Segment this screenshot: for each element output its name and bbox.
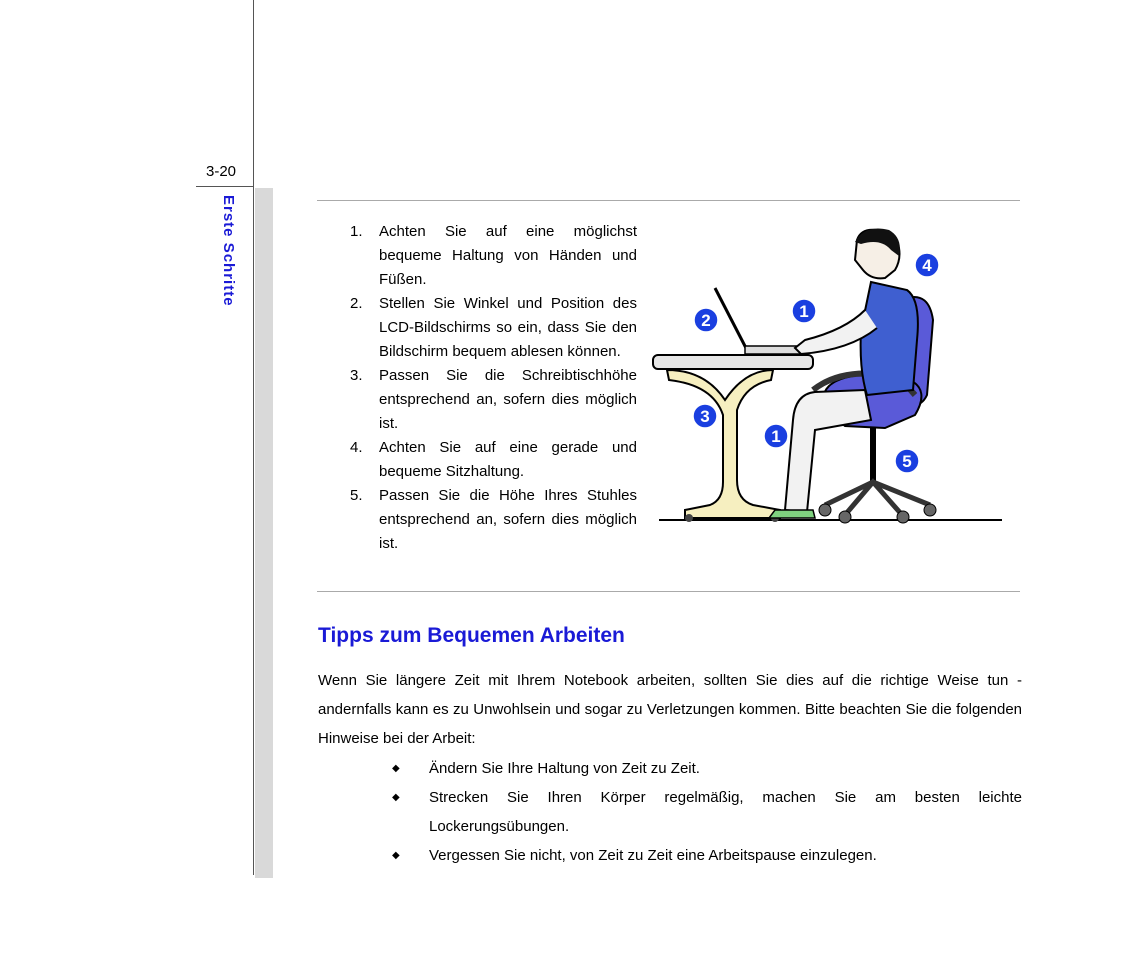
figure-marker bbox=[792, 299, 816, 323]
figure-marker bbox=[915, 253, 939, 277]
figure-marker bbox=[764, 424, 788, 448]
ergonomics-steps-list bbox=[340, 220, 637, 556]
marker-label: 3 bbox=[700, 407, 710, 426]
top-rule bbox=[317, 200, 1020, 201]
figure-marker bbox=[895, 449, 919, 473]
ergonomic-posture-illustration bbox=[645, 220, 1010, 530]
list-item: 4. Achten Sie auf eine gerade und bequeme Sitzhaltung. bbox=[350, 439, 637, 480]
list-item: ◆ Vergessen Sie nicht, von Zeit zu Zeit eine Arbeitspause einzulegen. bbox=[388, 841, 1022, 870]
marker-label: 2 bbox=[701, 311, 711, 330]
list-item: 1. Achten Sie auf eine möglichst bequeme Haltung von Händen und Füßen. bbox=[350, 223, 637, 288]
list-item: 5. Passen Sie die Höhe Ihres Stuhles entsprechend an, sofern dies möglich ist. bbox=[350, 487, 637, 552]
diamond-bullet-icon: ◆ bbox=[392, 850, 400, 861]
diamond-bullet-icon: ◆ bbox=[392, 763, 400, 774]
section-rule bbox=[317, 591, 1020, 592]
figure-marker bbox=[693, 404, 717, 428]
diamond-bullet-icon: ◆ bbox=[392, 792, 400, 803]
list-item: ◆ Ändern Sie Ihre Haltung von Zeit zu Zeit. bbox=[388, 754, 1022, 783]
page-number: 3-20 bbox=[206, 163, 237, 180]
marker-label: 5 bbox=[902, 452, 912, 471]
marker-label: 1 bbox=[799, 302, 809, 321]
sidebar-divider-line bbox=[253, 0, 254, 875]
list-item: 3. Passen Sie die Schreibtischhöhe entsprechend an, sofern dies möglich ist. bbox=[350, 367, 637, 432]
figure-marker bbox=[694, 308, 718, 332]
page-number-rule bbox=[196, 186, 254, 187]
section-heading: Tipps zum Bequemen Arbeiten bbox=[318, 624, 625, 647]
marker-label: 4 bbox=[922, 256, 932, 275]
tips-list bbox=[388, 754, 1022, 870]
laptop-illustration bbox=[715, 288, 805, 354]
section-label: Erste Schritte bbox=[220, 195, 237, 307]
list-item: ◆ Strecken Sie Ihren Körper regelmäßig, machen Sie am besten leichte Lockerungsübungen. bbox=[388, 783, 1022, 841]
list-item: 2. Stellen Sie Winkel und Position des LCD-Bildschirms so ein, dass Sie den Bildschirm bequem ablesen können. bbox=[350, 295, 637, 360]
marker-label: 1 bbox=[771, 427, 781, 446]
sidebar-gray-bar bbox=[255, 188, 273, 878]
intro-paragraph: Wenn Sie längere Zeit mit Ihrem Notebook arbeiten, sollten Sie dies auf die richtige Weise tun - andernfalls kann es zu Unwohlsein und sogar zu Verletzungen kommen. Bitte beachten Sie die folgenden Hinweise bei der Arbeit: bbox=[318, 672, 1022, 747]
